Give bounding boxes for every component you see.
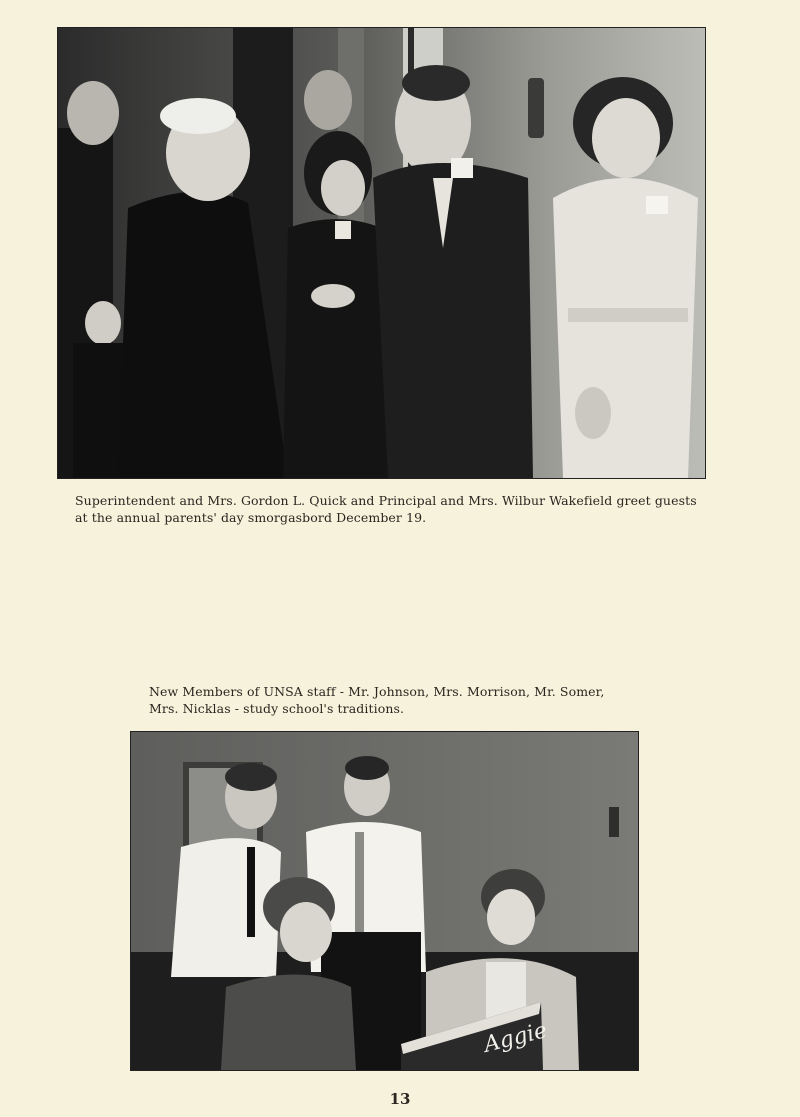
caption-reception-line-2: at the annual parents' day smorgasbord December 19. (75, 510, 427, 525)
caption-reception-line-1: Superintendent and Mrs. Gordon L. Quick and Principal and Mrs. Wilbur Wakefield greet guests (75, 493, 697, 508)
caption-new-staff (149, 683, 629, 717)
caption-reception (75, 492, 715, 526)
photo-reception-greeting-image (58, 28, 705, 478)
caption-new-staff-line-2: Mrs. Nicklas - study school's traditions. (149, 701, 405, 716)
book-cover-lettering: Aggie (481, 1018, 550, 1058)
caption-new-staff-line-1: New Members of UNSA staff - Mr. Johnson, Mrs. Morrison, Mr. Somer, (149, 684, 605, 699)
page-number: 13 (389, 1090, 411, 1108)
photo-new-staff-image (131, 732, 638, 1070)
photo-new-staff (131, 732, 638, 1070)
photo-reception-greeting (58, 28, 705, 478)
